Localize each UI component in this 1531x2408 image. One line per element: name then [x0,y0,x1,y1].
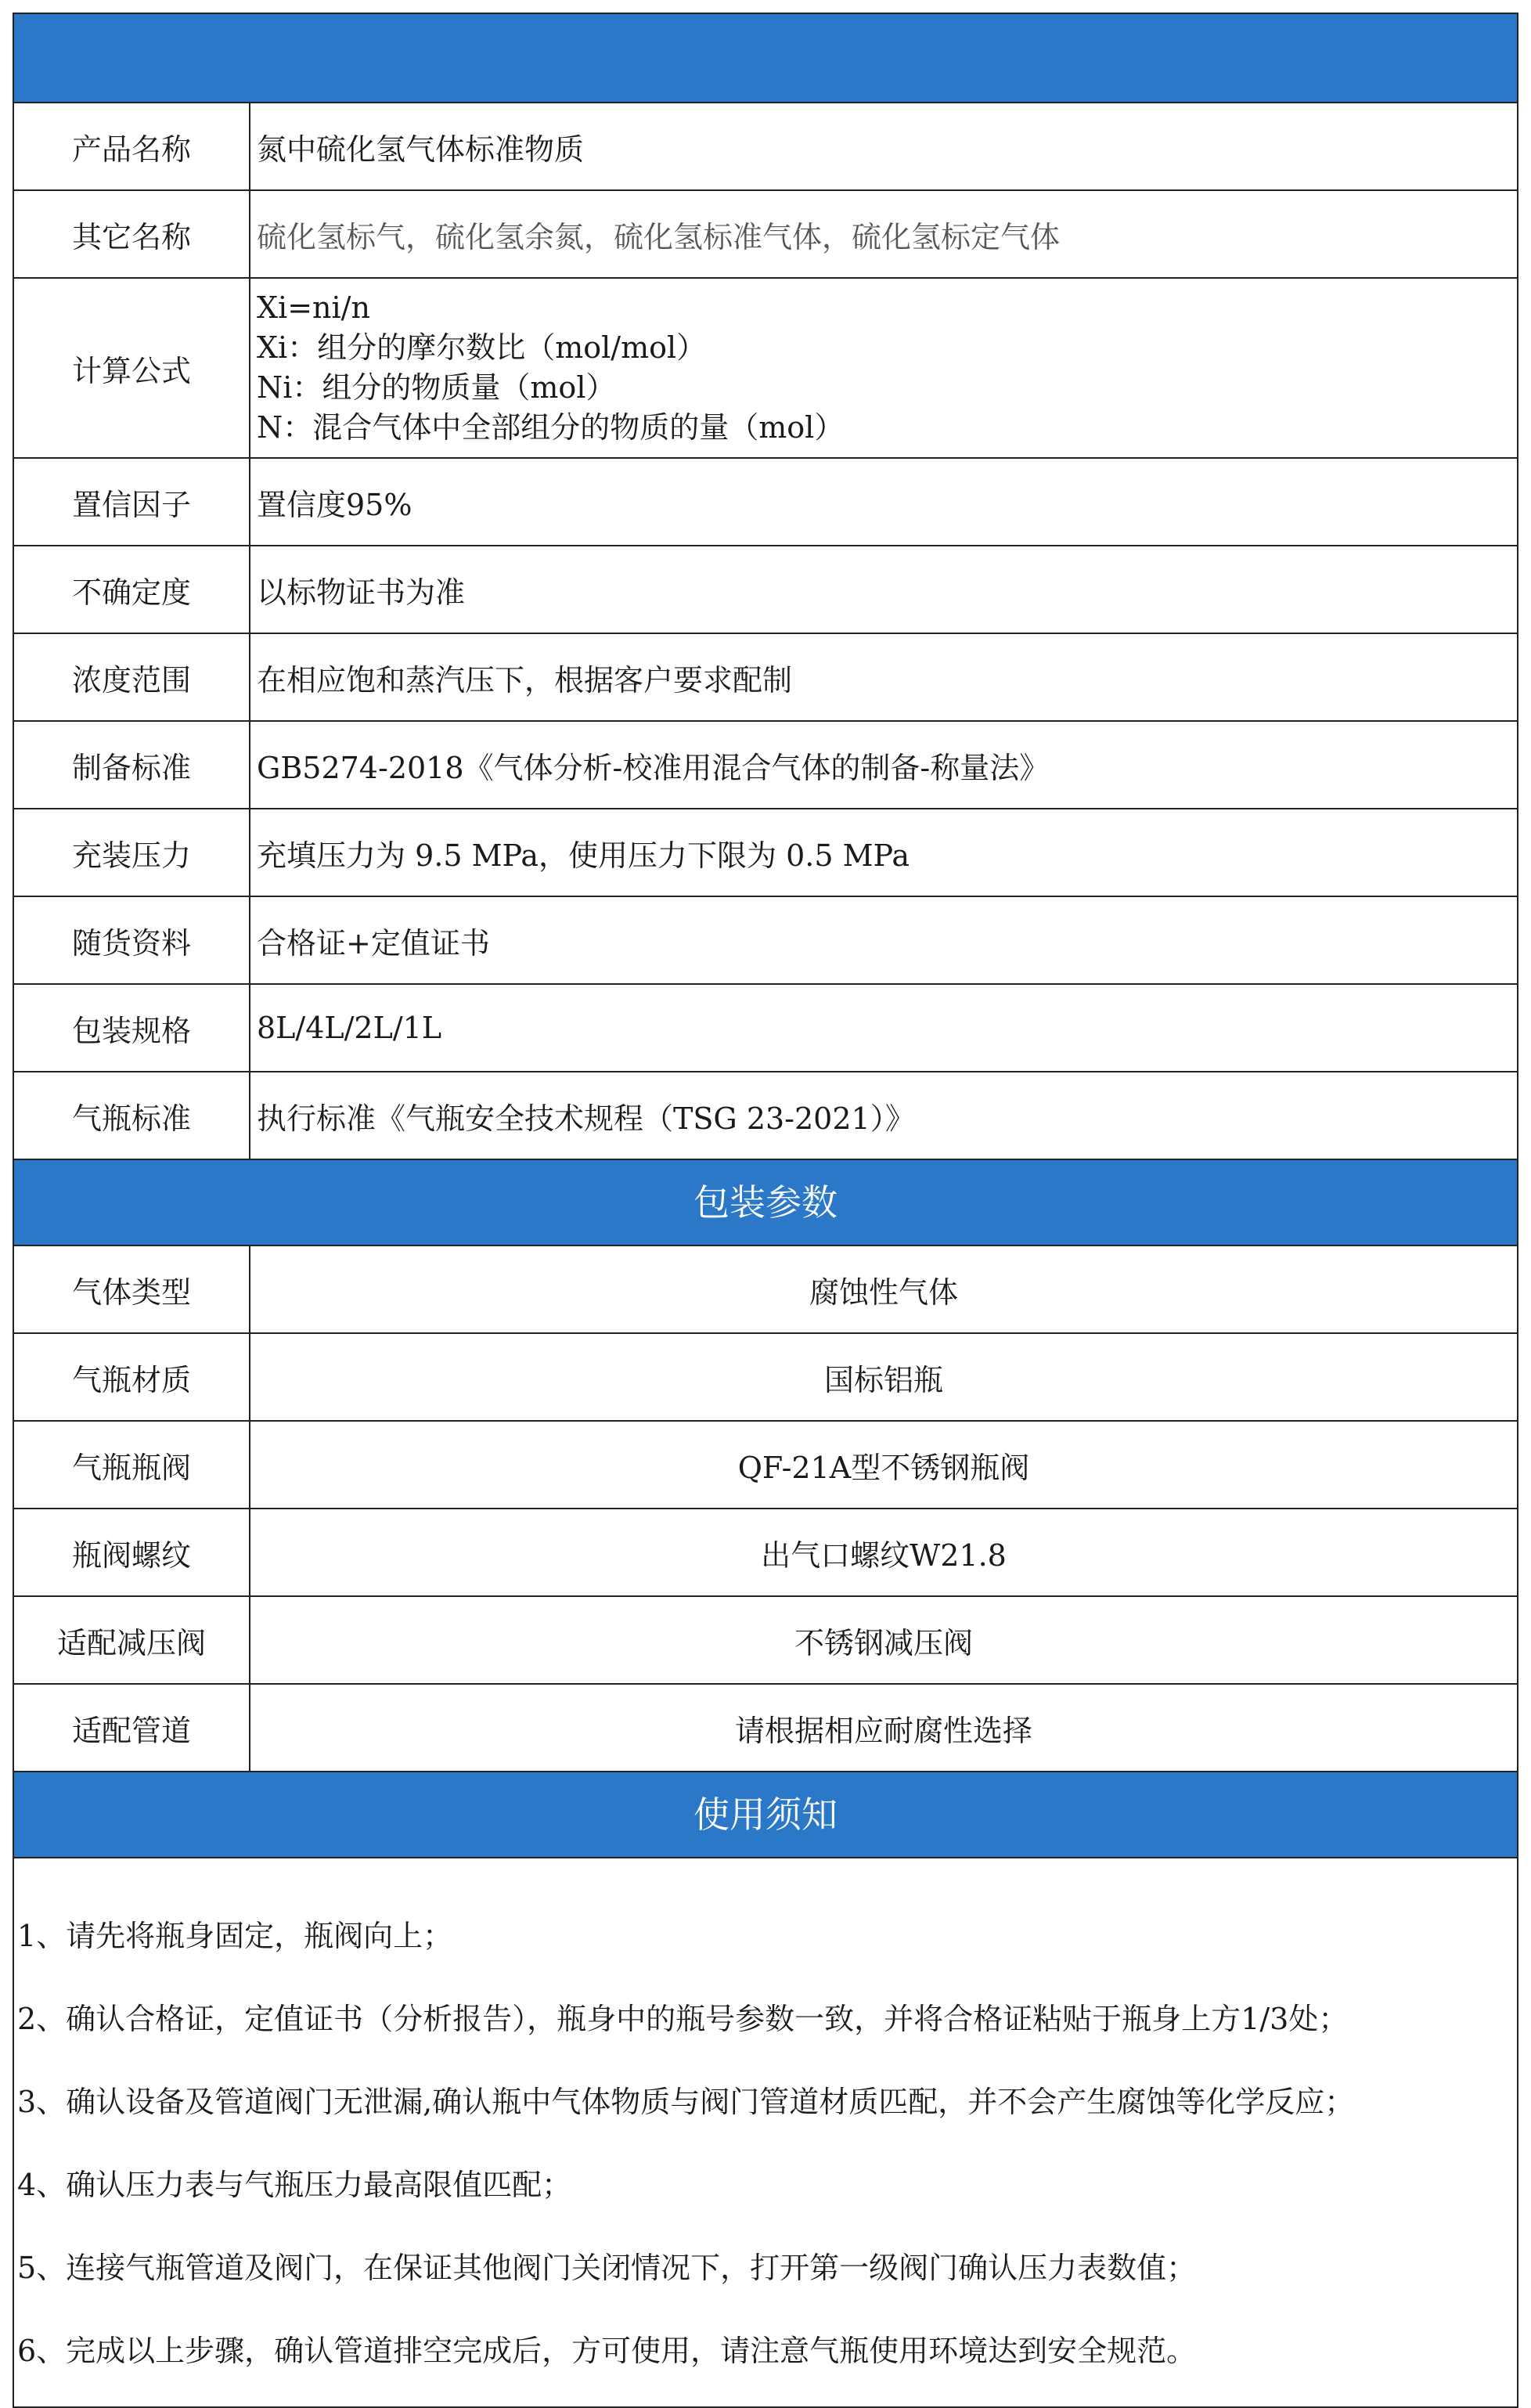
label-confidence: 置信因子 [14,459,250,545]
value-fill-pressure: 充填压力为 9.5 MPa，使用压力下限为 0.5 MPa [257,838,910,873]
spec-sheet [13,13,1518,2408]
label-regulator: 适配减压阀 [14,1597,250,1683]
row-cylinder-valve [14,1422,1517,1509]
label-valve-thread: 瓶阀螺纹 [14,1509,250,1595]
row-documents [14,897,1517,985]
row-product-name [14,103,1517,191]
row-pipeline [14,1685,1517,1772]
label-prep-standard: 制备标准 [14,722,250,808]
row-concentration [14,634,1517,722]
usage-notes [14,1858,1517,2406]
value-product-name: 氮中硫化氢气体标准物质 [257,132,585,167]
label-fill-pressure: 充装压力 [14,809,250,896]
row-prep-standard [14,722,1517,809]
label-documents: 随货资料 [14,897,250,983]
row-cylinder-standard [14,1072,1517,1160]
value-concentration: 在相应饱和蒸汽压下，根据客户要求配制 [257,662,793,698]
row-other-names [14,191,1517,279]
value-valve-thread: 出气口螺纹W21.8 [761,1537,1007,1573]
label-pipeline: 适配管道 [14,1685,250,1771]
label-concentration: 浓度范围 [14,634,250,720]
usage-note: 2、确认合格证，定值证书（分析报告），瓶身中的瓶号参数一致，并将合格证粘贴于瓶身上方1/3处； [17,2002,1349,2036]
label-cylinder-material: 气瓶材质 [14,1334,250,1420]
value-cylinder-valve: QF-21A型不锈钢瓶阀 [737,1450,1030,1485]
value-cylinder-standard: 执行标准《气瓶安全技术规程（TSG 23-2021）》 [257,1101,915,1136]
packaging-section-title: 包装参数 [14,1160,1517,1246]
formula-line: N：混合气体中全部组分的物质的量（mol） [257,410,845,445]
value-package-spec: 8L/4L/2L/1L [257,1011,442,1045]
header-band [14,14,1517,103]
value-confidence: 置信度95% [257,487,412,522]
row-valve-thread [14,1509,1517,1597]
value-other-names: 硫化氢标气，硫化氢余氮，硫化氢标准气体，硫化氢标定气体 [257,219,1061,254]
usage-note: 4、确认压力表与气瓶压力最高限值匹配； [17,2168,572,2202]
row-formula [14,279,1517,459]
value-cylinder-material: 国标铝瓶 [823,1362,943,1397]
row-cylinder-material [14,1334,1517,1422]
usage-section-title: 使用须知 [14,1772,1517,1858]
label-formula: 计算公式 [14,279,250,457]
value-regulator: 不锈钢减压阀 [794,1625,973,1660]
row-fill-pressure [14,809,1517,897]
label-gas-type: 气体类型 [14,1246,250,1332]
row-gas-type [14,1246,1517,1334]
formula-line: Ni：组分的物质量（mol） [257,370,616,405]
value-uncertainty: 以标物证书为准 [257,575,466,610]
usage-note: 6、完成以上步骤，确认管道排空完成后，方可使用，请注意气瓶使用环境达到安全规范。 [17,2334,1197,2368]
value-documents: 合格证+定值证书 [257,925,490,961]
row-regulator [14,1597,1517,1685]
value-gas-type: 腐蚀性气体 [809,1274,958,1310]
label-cylinder-standard: 气瓶标准 [14,1072,250,1159]
value-formula [250,279,1517,457]
label-cylinder-valve: 气瓶瓶阀 [14,1422,250,1508]
value-pipeline: 请根据相应耐腐性选择 [734,1713,1032,1748]
label-package-spec: 包装规格 [14,985,250,1071]
formula-line: Xi：组分的摩尔数比（mol/mol） [257,330,707,365]
row-confidence [14,459,1517,546]
row-uncertainty [14,546,1517,634]
formula-line: Xi=ni/n [257,290,370,325]
label-product-name: 产品名称 [14,103,250,189]
row-package-spec [14,985,1517,1072]
usage-note: 1、请先将瓶身固定，瓶阀向上； [17,1919,453,1953]
label-uncertainty: 不确定度 [14,546,250,633]
usage-note: 3、确认设备及管道阀门无泄漏,确认瓶中气体物质与阀门管道材质匹配，并不会产生腐蚀等化学反应； [17,2085,1355,2119]
value-prep-standard: GB5274-2018《气体分析-校准用混合气体的制备-称量法》 [257,750,1050,785]
usage-note: 5、连接气瓶管道及阀门，在保证其他阀门关闭情况下，打开第一级阀门确认压力表数值； [17,2251,1197,2285]
label-other-names: 其它名称 [14,191,250,277]
